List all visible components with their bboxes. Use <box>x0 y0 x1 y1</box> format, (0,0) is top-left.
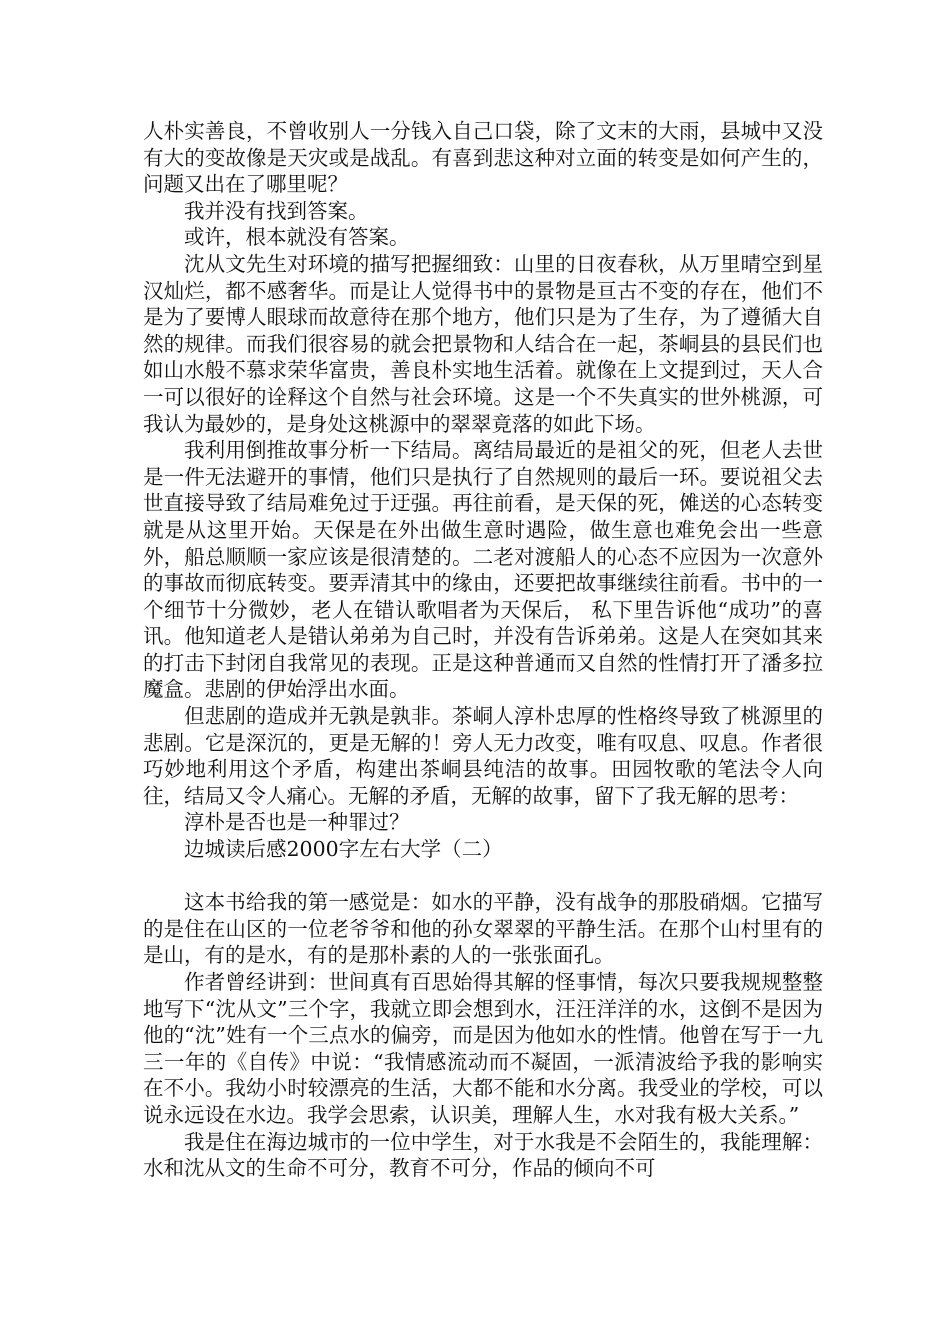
paragraph-continued: 人朴实善良，不曾收别人一分钱入自己口袋，除了文末的大雨，县城中又没有大的变故像是天灾或是战乱。有喜到悲这种对立面的转变是如何产生的，问题又出在了哪里呢？ <box>143 119 823 197</box>
document-body <box>143 118 823 1182</box>
paragraph: 这本书给我的第一感觉是：如水的平静，没有战争的那股硝烟。它描写的是住在山区的一位老爷爷和他的孙女翠翠的平静生活。在那个山村里有的是山，有的是水，有的是那朴素的人的一张张面孔。 <box>143 890 823 968</box>
section-heading: 边城读后感2000字左右大学（二） <box>184 837 503 862</box>
blank-line <box>143 863 823 890</box>
paragraph: 沈从文先生对环境的描写把握细致：山里的日夜春秋，从万里晴空到星汉灿烂，都不感奢华。而是让人觉得书中的景物是亘古不变的存在，他们不是为了要博人眼球而故意待在那个地方，他们只是为了生存，为了遵循大自然的规律。而我们很容易的就会把景物和人结合在一起，茶峒县的县民们也如山水般不慕求荣华富贵，善良朴实地生活着。就像在上文提到过，天人合一可以很好的诠释这个自然与社会环境。这是一个不失真实的世外桃源，可我认为最妙的，是身处这桃源中的翠翠竟落的如此下场。 <box>143 251 823 436</box>
paragraph: 但悲剧的造成并无孰是孰非。茶峒人淳朴忠厚的性格终导致了桃源里的悲剧。它是深沉的，更是无解的！旁人无力改变，唯有叹息、叹息。作者很巧妙地利用这个矛盾，构建出茶峒县纯洁的故事。田园牧歌的笔法令人向往，结局又令人痛心。无解的矛盾，无解的故事，留下了我无解的思考： <box>143 704 823 808</box>
paragraph: 作者曾经讲到：世间真有百思始得其解的怪事情，每次只要我规规整整地写下“沈从文”三个字，我就立即会想到水，汪汪洋洋的水，这倒不是因为他的“沈”姓有一个三点水的偏旁，而是因为他如水的性情。他曾在写于一九三一年的《自传》中说：“我情感流动而不凝固，一派清波给予我的影响实在不小。我幼小时较漂亮的生活，大都不能和水分离。我受业的学校，可以说永远设在水边。我学会思索，认识美，理解人生，水对我有极大关系。” <box>143 970 823 1127</box>
paragraph: 我利用倒推故事分析一下结局。离结局最近的是祖父的死，但老人去世是一件无法避开的事情，他们只是执行了自然规则的最后一环。要说祖父去世直接导致了结局难免过于迂强。再往前看，是天保的死，傩送的心态转变就是从这里开始。天保是在外出做生意时遇险，做生意也难免会出一些意外，船总顺顺一家应该是很清楚的。二老对渡船人的心态不应因为一次意外的事故而彻底转变。要弄清其中的缘由，还要把故事继续往前看。书中的一个细节十分微妙，老人在错认歌唱者为天保后， 私下里告诉他“成功”的喜讯。他知道老人是错认弟弟为自己时，并没有告诉弟弟。这是人在突如其来的打击下封闭自我常见的表现。正是这种普通而又自然的性情打开了潘多拉魔盒。悲剧的伊始浮出水面。 <box>143 438 823 702</box>
paragraph: 淳朴是否也是一种罪过？ <box>184 810 410 835</box>
paragraph: 我是住在海边城市的一位中学生，对于水我是不会陌生的，我能理解：水和沈从文的生命不可分，教育不可分，作品的倾向不可 <box>143 1129 823 1181</box>
paragraph: 或许，根本就没有答案。 <box>184 225 410 250</box>
paragraph: 我并没有找到答案。 <box>184 198 369 223</box>
